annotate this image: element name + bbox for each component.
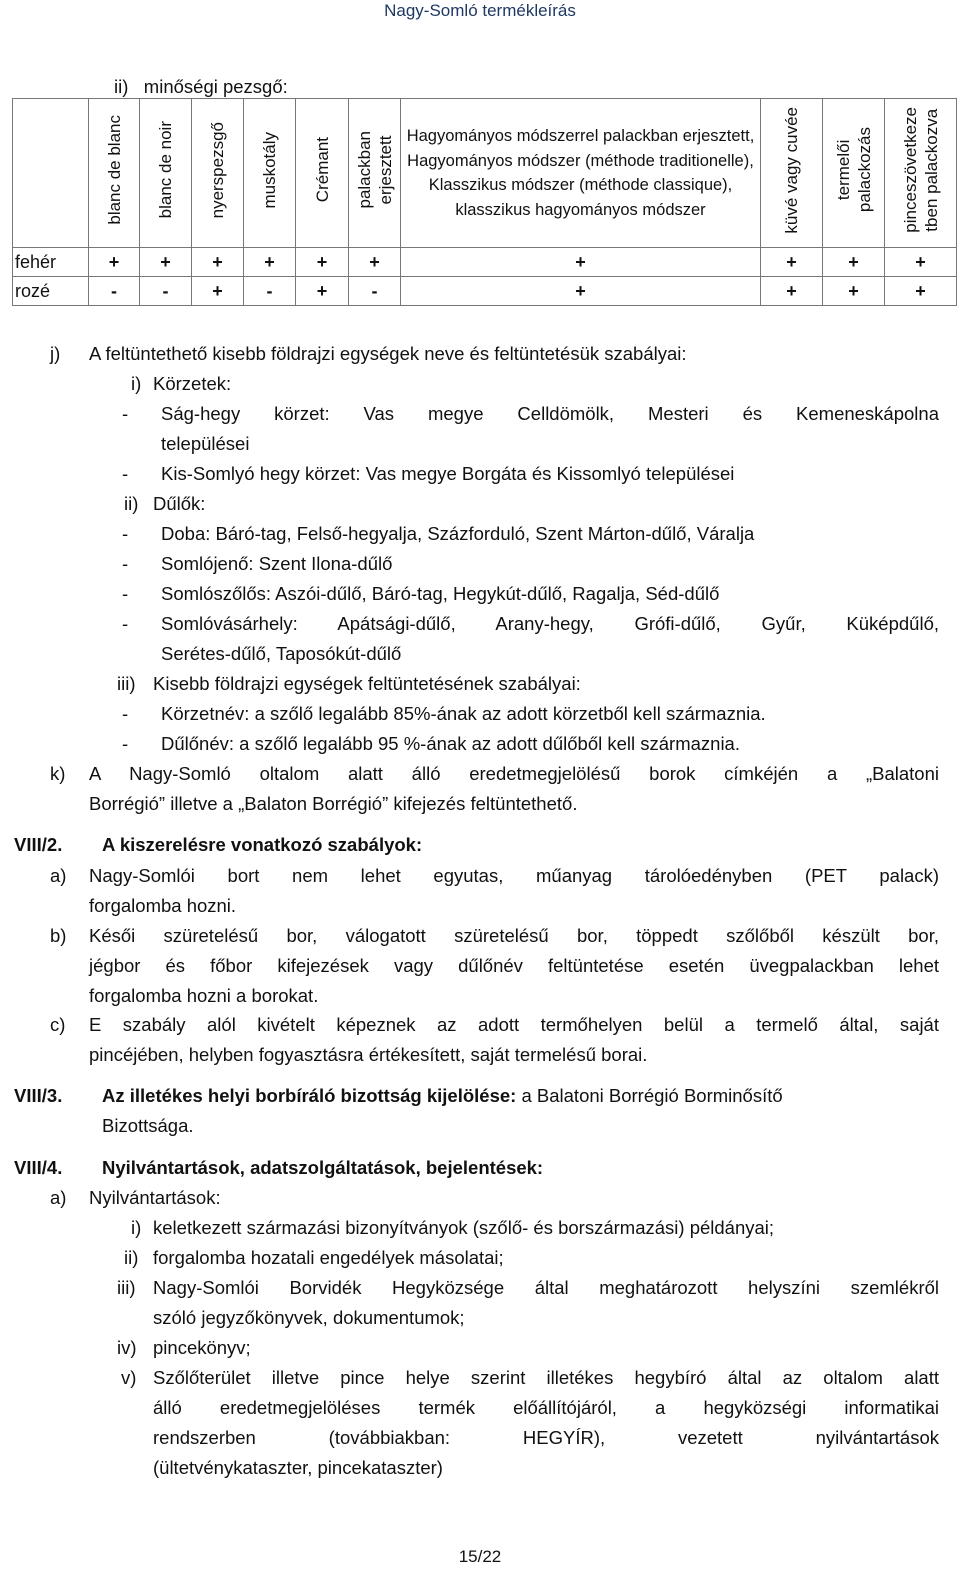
table-cell: +	[140, 248, 192, 277]
list-marker: iii)	[117, 1277, 136, 1298]
section-number: VIII/3.	[14, 1085, 63, 1106]
paragraph-line: Borrégió” illetve a „Balaton Borrégió” kifejezés feltüntethető.	[89, 793, 578, 814]
subsection-title: Kisebb földrajzi egységek feltüntetésének szabályai:	[153, 673, 581, 694]
list-marker: a)	[50, 865, 67, 886]
table-cell: -	[349, 277, 401, 306]
paragraph-line: Serétes-dűlő, Taposókút-dűlő	[161, 643, 402, 664]
row-label: fehér	[13, 248, 89, 277]
paragraph-line: Körzetnév: a szőlő legalább 85%-ának az adott körzetből kell származnia.	[161, 703, 766, 724]
table-cell: +	[401, 248, 761, 277]
list-marker: b)	[50, 925, 67, 946]
table-cell: +	[885, 248, 957, 277]
column-header	[823, 99, 885, 248]
column-header-label: küvé vagy cuvée	[782, 106, 801, 234]
paragraph-line: Késői szüretelésű bor, válogatott szüretelésű bor, töppedt szőlőből készült bor,	[89, 925, 939, 946]
list-marker: ii)	[124, 1247, 139, 1268]
column-header	[761, 99, 823, 248]
table-row	[13, 277, 957, 306]
dash-marker: -	[122, 733, 129, 754]
list-marker: iv)	[117, 1337, 137, 1358]
subsection-title: Dűlők:	[153, 493, 206, 514]
dash-marker: -	[122, 403, 129, 424]
paragraph-line: szóló jegyzőkönyvek, dokumentumok;	[153, 1307, 465, 1328]
list-marker: v)	[121, 1367, 137, 1388]
paragraph-line: Doba: Báró-tag, Felső-hegyalja, Százforduló, Szent Márton-dűlő, Váralja	[161, 523, 755, 544]
table-cell: +	[296, 277, 349, 306]
dash-marker: -	[122, 583, 129, 604]
section-number: VIII/2.	[14, 834, 63, 855]
paragraph-line: rendszerben (továbbiakban: HEGYÍR), vezetett nyilvántartások	[153, 1427, 939, 1448]
table-cell: -	[140, 277, 192, 306]
column-header-label: palackban erjesztett	[354, 131, 395, 209]
column-header-label: blanc de blanc	[104, 115, 124, 225]
column-header	[885, 99, 957, 248]
dash-marker: -	[122, 553, 129, 574]
paragraph-line: pincéjében, helyben fogyasztásra értékesített, saját termelésű borai.	[89, 1044, 648, 1065]
column-header-label: Crémant	[312, 137, 332, 203]
table-header-row	[13, 99, 957, 248]
paragraph-line: Kis-Somlyó hegy körzet: Vas megye Borgáta és Kissomlyó települései	[161, 463, 735, 484]
list-marker: k)	[50, 763, 66, 784]
paragraph-line: Bizottsága.	[102, 1115, 194, 1136]
subsection-title: Nyilvántartások:	[89, 1187, 221, 1208]
table-cell: +	[823, 277, 885, 306]
section-title: Nyilvántartások, adatszolgáltatások, bejelentések:	[102, 1157, 544, 1178]
column-header	[89, 99, 140, 248]
sparkling-properties-table	[12, 98, 957, 306]
column-header-label: pinceszövetkeze tben palackozva	[900, 107, 941, 233]
paragraph-line: jégbor és főbor kifejezések vagy dűlőnév feltüntetése esetén üvegpalackban lehet	[89, 955, 939, 976]
table-cell: +	[761, 248, 823, 277]
table-cell: +	[192, 248, 244, 277]
column-header-label: termelői palackozás	[833, 127, 874, 213]
paragraph-line: forgalomba hozatali engedélyek másolatai;	[153, 1247, 504, 1268]
table-cell: +	[761, 277, 823, 306]
column-header	[244, 99, 296, 248]
table-cell: -	[89, 277, 140, 306]
dash-marker: -	[122, 463, 129, 484]
paragraph-line: Somlóvásárhely: Apátsági-dűlő, Arany-hegy, Grófi-dűlő, Gyűr, Küképdűlő,	[161, 613, 939, 634]
sparkling-section-title: ii) minőségi pezsgő:	[114, 76, 288, 97]
paragraph-line: Ság-hegy körzet: Vas megye Celldömölk, Mesteri és Kemeneskápolna	[161, 403, 939, 424]
paragraph-line: Somlójenő: Szent Ilona-dűlő	[161, 553, 393, 574]
paragraph-line: forgalomba hozni.	[89, 895, 237, 916]
list-marker: c)	[50, 1014, 66, 1035]
page-header: Nagy-Somló termékleírás	[384, 1, 576, 20]
paragraph-line: álló eredetmegjelöléses termék előállítójáról, a hegyközségi informatikai	[153, 1397, 939, 1418]
paragraph-line: települései	[161, 433, 250, 454]
list-marker: iii)	[117, 673, 136, 694]
table-corner-cell	[13, 99, 89, 248]
table-row	[13, 248, 957, 277]
row-label: rozé	[13, 277, 89, 306]
list-marker: ii)	[124, 493, 139, 514]
paragraph-line: forgalomba hozni a borokat.	[89, 985, 319, 1006]
paragraph-line: Nagy-Somlói bort nem lehet egyutas, műanyag tárolóedényben (PET palack)	[89, 865, 939, 886]
table-cell: +	[192, 277, 244, 306]
dash-marker: -	[122, 613, 129, 634]
paragraph-line: E szabály alól kivételt képeznek az adott termőhelyen belül a termelő által, saját	[89, 1014, 939, 1035]
paragraph-line: Nagy-Somlói Borvidék Hegyközsége által meghatározott helyszíni szemlékről	[153, 1277, 939, 1298]
paragraph-line: (ültetvénykataszter, pincekataszter)	[153, 1457, 443, 1478]
table-cell: +	[89, 248, 140, 277]
paragraph-line: Somlószőlős: Aszói-dűlő, Báró-tag, Hegykút-dűlő, Ragalja, Séd-dűlő	[161, 583, 720, 604]
list-marker: a)	[50, 1187, 67, 1208]
list-marker: i)	[131, 373, 142, 394]
list-marker: i)	[131, 1217, 142, 1238]
table-cell: +	[349, 248, 401, 277]
column-header	[349, 99, 401, 248]
table-cell: +	[401, 277, 761, 306]
paragraph-line: pincekönyv;	[153, 1337, 251, 1358]
list-marker: j)	[50, 343, 61, 364]
paragraph-line: A Nagy-Somló oltalom alatt álló eredetmegjelölésű borok címkéjén a „Balatoni	[89, 763, 939, 784]
table-cell: +	[244, 248, 296, 277]
paragraph-line	[102, 1081, 783, 1111]
page-number: 15/22	[458, 1547, 502, 1566]
column-header	[296, 99, 349, 248]
section-number: VIII/4.	[14, 1157, 63, 1178]
paragraph-text: a Balatoni Borrégió Borminősítő	[521, 1085, 783, 1106]
section-title: A kiszerelésre vonatkozó szabályok:	[102, 834, 423, 855]
table-cell: +	[885, 277, 957, 306]
table-cell: +	[296, 248, 349, 277]
table-cell: -	[244, 277, 296, 306]
column-header	[192, 99, 244, 248]
section-title: Az illetékes helyi borbíráló bizottság kijelölése:	[102, 1085, 517, 1106]
subsection-title: Körzetek:	[153, 373, 232, 394]
column-header-label: nyerspezsgő	[208, 121, 227, 219]
column-header-label: muskotály	[260, 131, 279, 209]
dash-marker: -	[122, 523, 129, 544]
column-header-label: blanc de noir	[156, 121, 175, 219]
paragraph-line: keletkezett származási bizonyítványok (szőlő- és borszármazási) példányai;	[153, 1217, 775, 1238]
paragraph-line: Dűlőnév: a szőlő legalább 95 %-ának az adott dűlőből kell származnia.	[161, 733, 740, 754]
column-header	[140, 99, 192, 248]
column-header-method: Hagyományos módszerrel palackban erjesztett, Hagyományos módszer (méthode traditionelle), Klasszikus módszer (méthode classique), klasszikus hagyományos módszer	[401, 99, 761, 248]
dash-marker: -	[122, 703, 129, 724]
table-cell: +	[823, 248, 885, 277]
paragraph-line: A feltüntethető kisebb földrajzi egységek neve és feltüntetésük szabályai:	[89, 343, 687, 364]
paragraph-line: Szőlőterület illetve pince helye szerint illetékes hegybíró által az oltalom alatt	[153, 1367, 939, 1388]
